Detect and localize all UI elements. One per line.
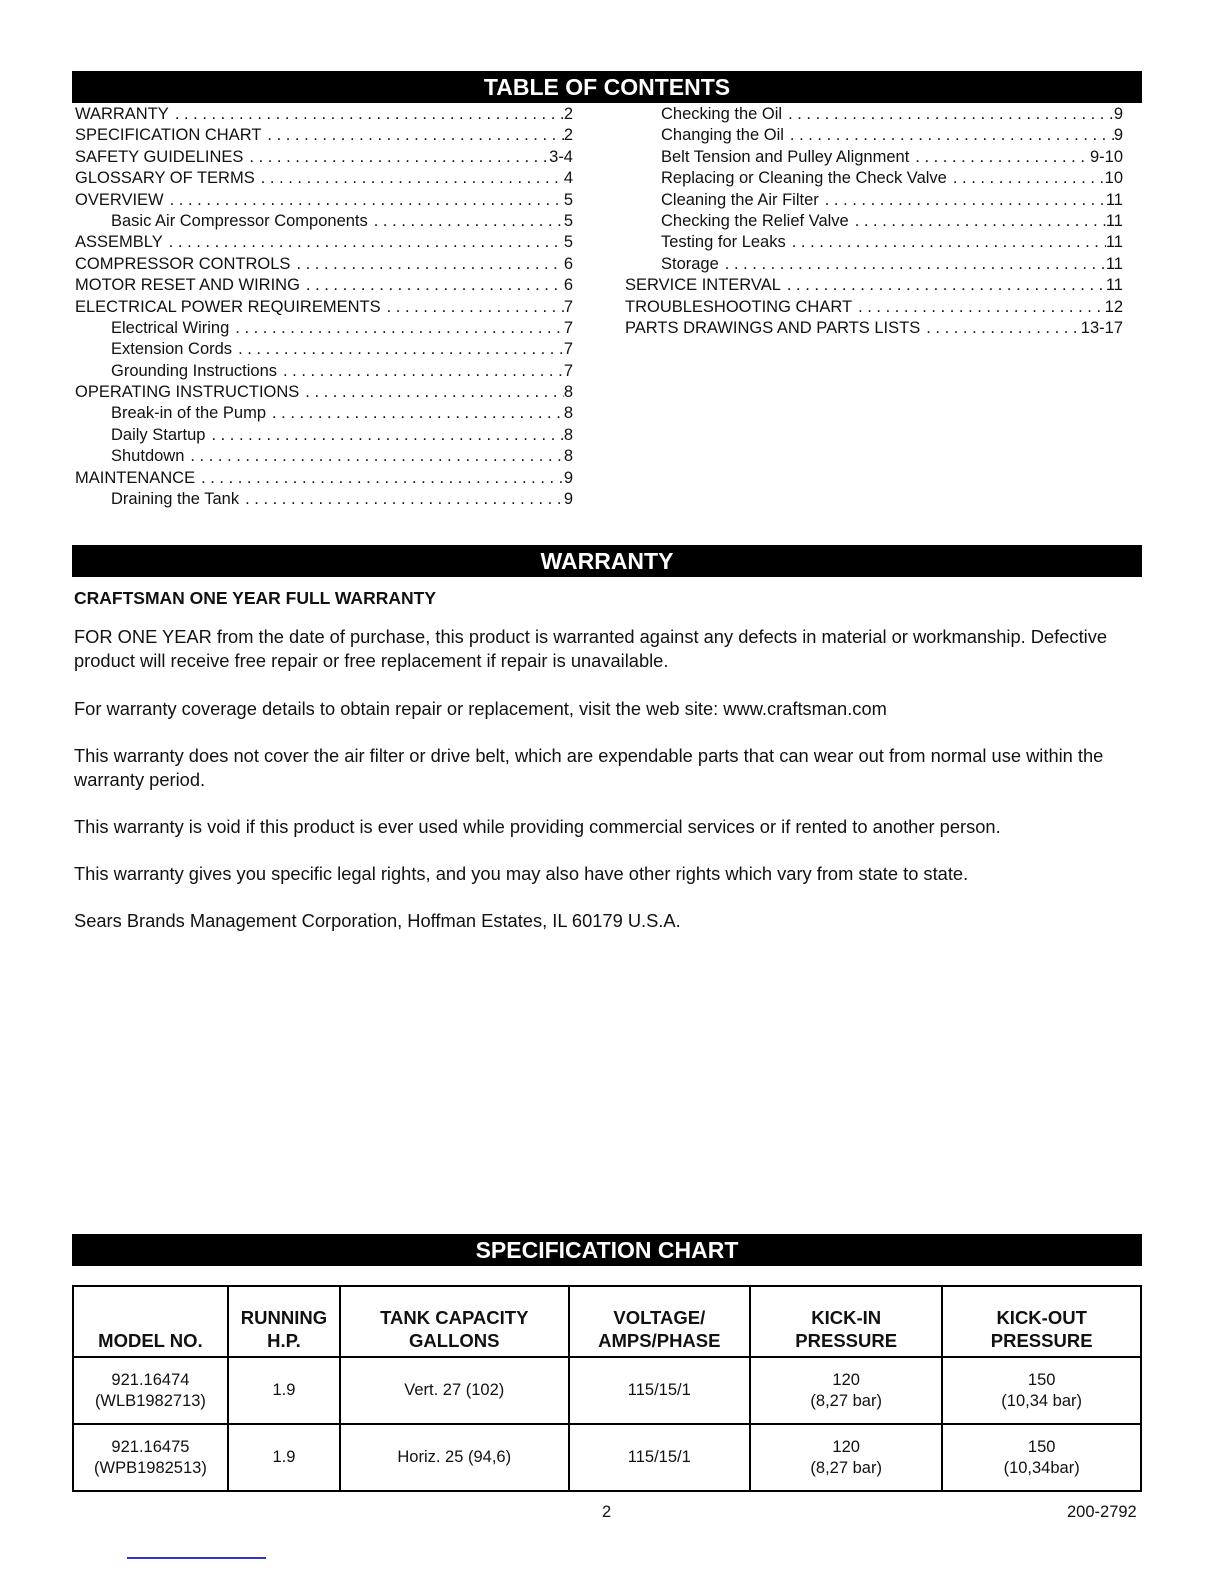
cell-line: 150 [1027,1437,1056,1456]
toc-entry [75,425,573,446]
toc-entry-label: Electrical Wiring [111,318,230,337]
toc-entry-label: MAINTENANCE [75,468,196,487]
toc-entry [625,147,1123,168]
toc-entry-page: 11 [1105,190,1123,209]
toc-entry-page: 9 [563,468,573,487]
dot-leader [245,489,564,510]
warranty-paragraph: This warranty does not cover the air filter or drive belt, which are expendable parts that can wear out from normal use within the warranty period. [74,745,1104,790]
toc-entry-label: Break-in of the Pump [111,404,266,423]
toc-entry [75,168,573,189]
cell-line: (WLB1982713) [94,1391,206,1410]
table-cell [750,1357,942,1424]
header-line: GALLONS [409,1330,500,1351]
toc-entry-label: Checking the Oil [661,105,783,123]
toc-entry-label: Cleaning the Air Filter [661,190,819,209]
dot-leader [792,232,1106,253]
toc-entry [75,339,573,360]
toc-entry [75,275,573,296]
toc-entry [625,168,1123,189]
toc-entry-page: 3-4 [549,147,573,166]
toc-entry-page: 2 [563,105,573,123]
dot-leader [953,168,1105,189]
toc-entry-label: Extension Cords [111,340,233,359]
toc-entry-label: Replacing or Cleaning the Check Valve [661,169,947,188]
cell-line: (10,34bar) [1003,1458,1080,1477]
dot-leader [926,318,1081,339]
warranty-address: Sears Brands Management Corporation, Hoffman Estates, IL 60179 U.S.A. [74,910,681,931]
dot-leader [201,468,564,489]
toc-entry [625,254,1123,275]
toc-entry-page: 9 [563,490,573,509]
toc-entry-label: SAFETY GUIDELINES [75,147,244,166]
header-line: MODEL NO. [98,1330,203,1351]
toc-entry [75,232,573,253]
table-cell [340,1424,569,1491]
toc-entry [75,382,573,403]
table-cell [942,1424,1141,1491]
header-line: AMPS/PHASE [598,1330,721,1351]
toc-entry-page: 8 [563,425,573,444]
spec-column-header [750,1286,942,1357]
toc-entry-page: 5 [563,211,573,230]
toc-entry [625,211,1123,232]
toc-entry [75,446,573,467]
cell-line: 115/15/1 [627,1448,691,1466]
dot-leader [296,254,563,275]
spec-column-header [569,1286,751,1357]
toc-entry-label: Daily Startup [111,425,206,444]
dot-leader [915,147,1090,168]
toc-entry-page: 9-10 [1089,147,1123,166]
dot-leader [825,190,1106,211]
toc-entry-page: 2 [563,126,573,145]
toc-entry-page: 7 [563,340,573,359]
toc-entry-page: 8 [563,447,573,466]
spec-column-header [340,1286,569,1357]
header-line: KICK-IN [811,1307,882,1328]
toc-entry-page: 8 [563,383,573,402]
header-line: H.P. [267,1330,301,1351]
toc-entry-label: ELECTRICAL POWER REQUIREMENTS [75,297,381,316]
toc-entry [75,104,573,125]
warranty-paragraph: FOR ONE YEAR from the date of purchase, this product is warranted against any defects in material or workmanship. Defective product will receive free repair or free replacement if repair is unavailable. [74,626,1108,671]
toc-entry-page: 13-17 [1080,318,1123,337]
toc-entry-label: Checking the Relief Valve [661,211,849,230]
dot-leader [261,168,564,189]
toc-entry [625,297,1123,318]
table-cell [569,1424,751,1491]
toc-entry [625,318,1123,339]
toc-entry [75,254,573,275]
cell-line: (8,27 bar) [810,1458,882,1477]
dot-leader [306,275,564,296]
toc-entry-label: Changing the Oil [661,126,784,145]
table-cell [569,1357,751,1424]
table-cell [750,1424,942,1491]
table-row [73,1424,1141,1491]
warranty-title-bar: WARRANTY [72,545,1142,577]
cell-line: Vert. 27 (102) [404,1381,505,1399]
dot-leader [725,254,1106,275]
dot-leader [855,211,1106,232]
toc-entry [75,190,573,211]
toc-entry [625,275,1123,296]
cell-line: 921.16475 [111,1437,190,1456]
warranty-paragraph: This warranty is void if this product is ever used while providing commercial services or if rented to another person. [74,816,1001,837]
warranty-paragraph: This warranty gives you specific legal rights, and you may also have other rights which vary from state to state. [74,863,969,884]
toc-entry-label: OPERATING INSTRUCTIONS [75,383,300,402]
toc-entry [75,125,573,146]
dot-leader [387,297,564,318]
dot-leader [169,232,564,253]
cell-line: (10,34 bar) [1001,1391,1083,1410]
toc-entry [625,125,1123,146]
toc-entry-page: 9 [1113,105,1123,123]
warranty-paragraph: For warranty coverage details to obtain repair or replacement, visit the web site: www.craftsman.com [74,698,887,719]
dot-leader [190,446,563,467]
header-line: KICK-OUT [996,1307,1087,1328]
table-cell [228,1357,340,1424]
dot-leader [305,382,564,403]
cell-line: 1.9 [272,1448,296,1466]
dot-leader [788,104,1114,125]
cell-line: 1.9 [272,1381,296,1399]
header-line: VOLTAGE/ [613,1307,706,1328]
dot-leader [374,211,564,232]
toc-left-column [75,104,573,510]
toc-entry [75,318,573,339]
dot-leader [170,190,564,211]
toc-entry-page: 9 [1113,126,1123,145]
cell-line: 115/15/1 [627,1381,691,1399]
toc-entry [625,104,1123,125]
spec-title-bar: SPECIFICATION CHART [72,1234,1142,1266]
cell-line: 150 [1027,1370,1056,1389]
cell-line: 120 [832,1437,860,1456]
toc-entry-page: 6 [563,254,573,273]
toc-entry-label: SERVICE INTERVAL [625,276,781,295]
toc-entry-page: 5 [563,233,573,252]
table-row [73,1357,1141,1424]
toc-entry [625,232,1123,253]
toc-entry [75,361,573,382]
toc-entry-label: MOTOR RESET AND WIRING [75,276,300,295]
toc-entry-label: PARTS DRAWINGS AND PARTS LISTS [625,318,921,337]
header-line: PRESSURE [990,1330,1093,1351]
cell-line: 921.16474 [111,1370,190,1389]
toc-entry-page: 7 [563,297,573,316]
toc-entry-label: Grounding Instructions [111,361,278,380]
toc-entry [75,297,573,318]
toc-entry-page: 5 [563,190,573,209]
toc-right-column [625,104,1123,339]
toc-entry [625,190,1123,211]
dot-leader [283,361,564,382]
toc-entry-label: OVERVIEW [75,190,164,209]
toc-entry-page: 6 [563,276,573,295]
spec-column-header [942,1286,1141,1357]
cell-line: (8,27 bar) [810,1391,882,1410]
toc-title-bar: TABLE OF CONTENTS [72,71,1142,103]
toc-entry-label: Testing for Leaks [661,233,786,252]
toc-entry [75,147,573,168]
dot-leader [272,403,564,424]
toc-entry-label: SPECIFICATION CHART [75,126,262,145]
table-cell [942,1357,1141,1424]
dot-leader [238,339,564,360]
toc-entry [75,468,573,489]
toc-entry [75,211,573,232]
table-cell [73,1357,228,1424]
header-line: TANK CAPACITY [380,1307,529,1328]
header-line: RUNNING [240,1307,328,1328]
cell-line: (WPB1982513) [94,1458,207,1477]
toc-entry-label: Storage [661,254,719,273]
toc-entry-page: 11 [1105,211,1123,230]
toc-entry-label: Draining the Tank [111,490,240,509]
toc-entry [75,489,573,510]
spec-column-header [73,1286,228,1357]
page-number: 2 [602,1503,612,1521]
toc-entry-page: 12 [1104,297,1123,316]
toc-entry-page: 7 [563,318,573,337]
toc-entry-page: 7 [563,361,573,380]
toc-entry-page: 4 [563,169,573,188]
dot-leader [790,125,1114,146]
cell-line: 120 [832,1370,860,1389]
toc-entry-page: 10 [1104,169,1123,188]
header-line [75,1306,226,1329]
dot-leader [858,297,1105,318]
dot-leader [175,104,564,125]
dot-leader [267,125,563,146]
toc-entry-label: COMPRESSOR CONTROLS [75,254,291,273]
dot-leader [211,425,563,446]
header-line: PRESSURE [795,1330,898,1351]
toc-entry-label: TROUBLESHOOTING CHART [625,297,853,316]
toc-entry-label: Shutdown [111,447,185,466]
toc-entry-label: Basic Air Compressor Components [111,211,368,230]
document-number: 200-2792 [1067,1503,1137,1521]
toc-entry-page: 11 [1105,233,1123,252]
spec-table [72,1285,1142,1492]
dot-leader [787,275,1106,296]
table-cell [228,1424,340,1491]
dot-leader [249,147,549,168]
toc-entry-label: Belt Tension and Pulley Alignment [661,147,910,166]
toc-entry-label: WARRANTY [75,105,169,123]
spec-column-header [228,1286,340,1357]
warranty-heading: CRAFTSMAN ONE YEAR FULL WARRANTY [74,588,436,608]
table-cell [340,1357,569,1424]
toc-entry-page: 11 [1105,254,1123,273]
toc-entry-label: ASSEMBLY [75,233,163,252]
link-underline [127,1557,266,1559]
toc-entry-page: 11 [1105,276,1123,295]
toc-entry [75,403,573,424]
toc-entry-label: GLOSSARY OF TERMS [75,169,255,188]
toc-entry-page: 8 [563,404,573,423]
table-cell [73,1424,228,1491]
cell-line: Horiz. 25 (94,6) [397,1448,512,1466]
dot-leader [235,318,564,339]
